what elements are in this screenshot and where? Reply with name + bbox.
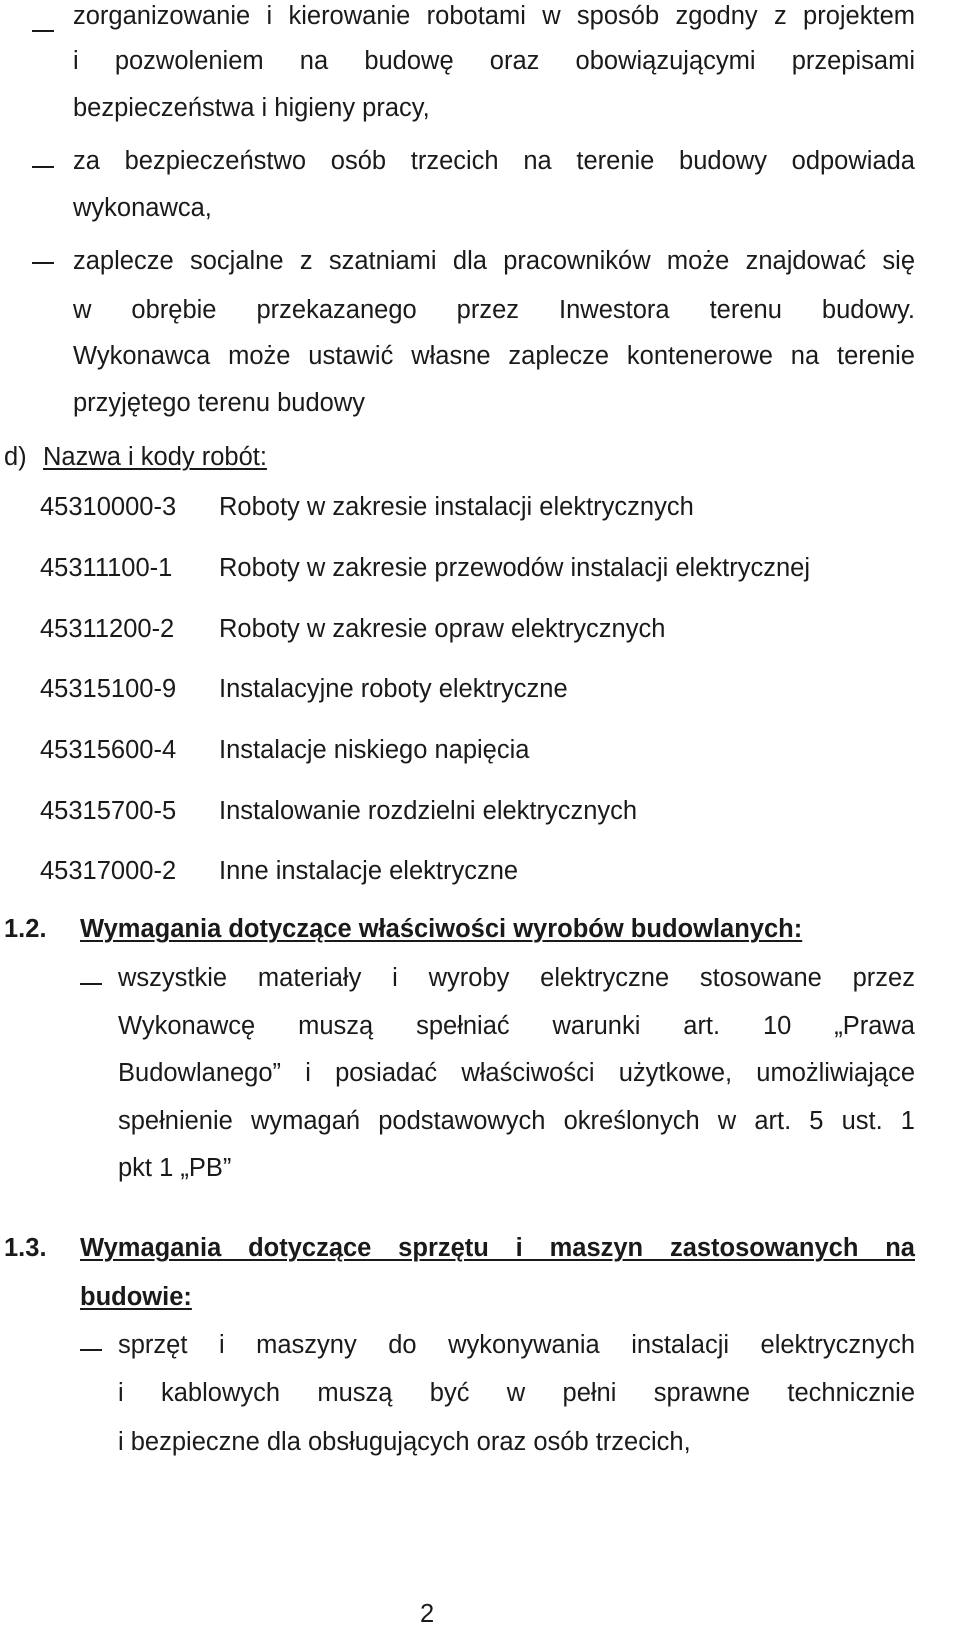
list-item-line: w obrębie przekazanego przez Inwestora terenu budowy. [73, 296, 915, 324]
list-item-line: sprzęt i maszyny do wykonywania instalacji elektrycznych [118, 1331, 915, 1359]
section-number: 1.3. [4, 1234, 47, 1262]
list-item-line: Wykonawca może ustawić własne zaplecze kontenerowe na terenie [73, 342, 915, 370]
work-code: 45310000-3 [40, 493, 177, 521]
work-code: 45315600-4 [40, 736, 177, 764]
list-item-line: i pozwoleniem na budowę oraz obowiązującymi przepisami [73, 47, 915, 75]
list-item-line: wykonawca, [73, 194, 212, 222]
work-description: Roboty w zakresie instalacji elektrycznych [219, 493, 694, 521]
dash-bullet [32, 166, 54, 168]
list-item-line: zorganizowanie i kierowanie robotami w sposób zgodny z projektem [73, 2, 915, 30]
list-item-line: Budowlanego” i posiadać właściwości użytkowe, umożliwiające [118, 1059, 915, 1087]
section-title: Nazwa i kody robót: [43, 443, 267, 471]
list-item-line: Wykonawcę muszą spełniać warunki art. 10 „Prawa [118, 1012, 915, 1040]
section-number: 1.2. [4, 915, 47, 943]
list-item-line: za bezpieczeństwo osób trzecich na terenie budowy odpowiada [73, 147, 915, 175]
list-item-line: wszystkie materiały i wyroby elektryczne stosowane przez [118, 964, 915, 992]
work-description: Instalowanie rozdzielni elektrycznych [219, 797, 638, 825]
section-title: Wymagania dotyczące sprzętu i maszyn zastosowanych na [80, 1234, 915, 1262]
work-description: Roboty w zakresie opraw elektrycznych [219, 615, 666, 643]
list-item-line: spełnienie wymagań podstawowych określonych w art. 5 ust. 1 [118, 1107, 915, 1135]
work-description: Instalacyjne roboty elektryczne [219, 675, 568, 703]
section-prefix: d) [4, 443, 27, 471]
work-code: 45317000-2 [40, 857, 177, 885]
list-item-line: i bezpieczne dla obsługujących oraz osób trzecich, [118, 1428, 691, 1456]
work-code: 45315100-9 [40, 675, 177, 703]
list-item-line: zaplecze socjalne z szatniami dla pracowników może znajdować się [73, 247, 915, 275]
section-title-continued: budowie: [80, 1283, 192, 1311]
work-code: 45311200-2 [40, 615, 175, 643]
work-code: 45315700-5 [40, 797, 177, 825]
list-item-line: przyjętego terenu budowy [73, 389, 366, 417]
list-item-line: pkt 1 „PB” [118, 1154, 232, 1182]
dash-bullet [32, 262, 54, 264]
dash-bullet [80, 1349, 102, 1351]
dash-bullet [80, 983, 102, 985]
list-item-line: bezpieczeństwa i higieny pracy, [73, 94, 430, 122]
work-description: Inne instalacje elektryczne [219, 857, 519, 885]
work-code: 45311100-1 [40, 554, 173, 582]
dash-bullet [32, 30, 54, 32]
list-item-line: i kablowych muszą być w pełni sprawne technicznie [118, 1379, 915, 1407]
work-description: Roboty w zakresie przewodów instalacji elektrycznej [219, 554, 810, 582]
section-title: Wymagania dotyczące właściwości wyrobów budowlanych: [80, 915, 803, 943]
page-number: 2 [420, 1600, 435, 1628]
work-description: Instalacje niskiego napięcia [219, 736, 530, 764]
